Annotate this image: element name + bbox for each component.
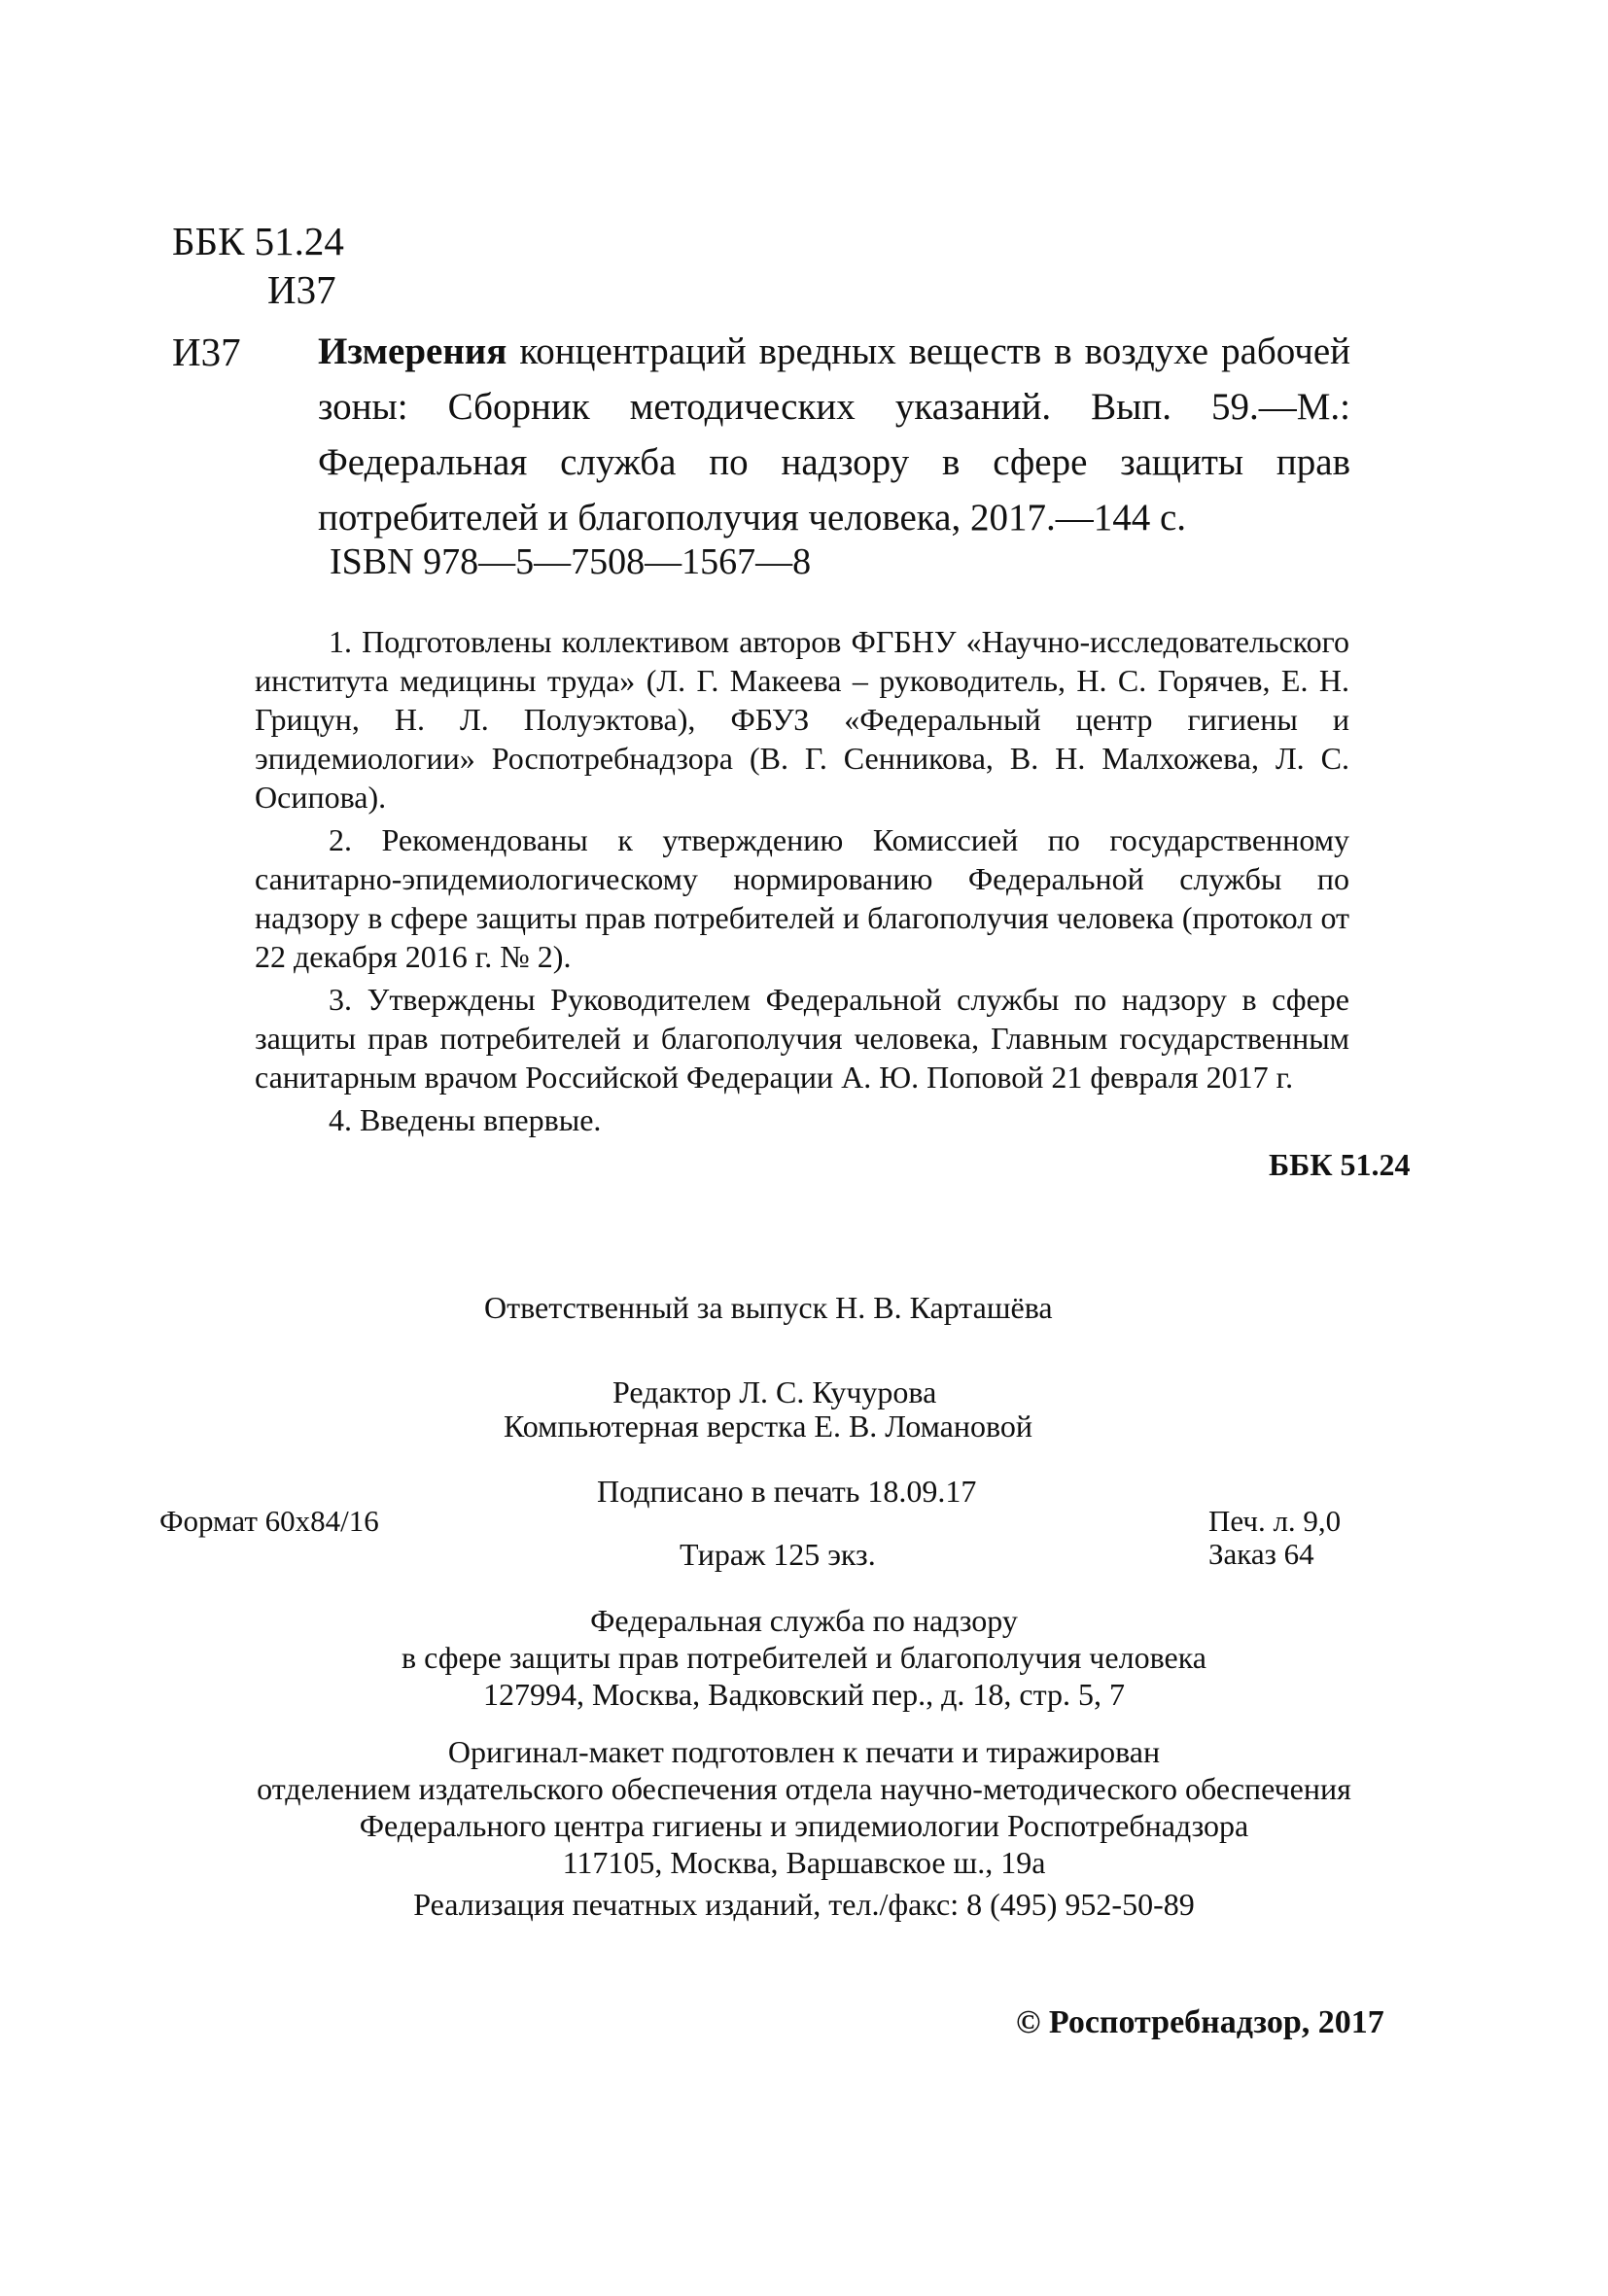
printer-block bbox=[0, 1733, 1608, 1881]
copyright: © Роспотребнадзор, 2017 bbox=[1016, 2004, 1384, 2040]
printer-line: Федерального центра гигиены и эпидемиологии Роспотребнадзора bbox=[359, 1808, 1249, 1843]
bbk-code: ББК 51.24 bbox=[172, 219, 344, 263]
notes-block bbox=[255, 622, 1349, 1139]
responsible-editor: Ответственный за выпуск Н. В. Карташёва bbox=[484, 1290, 1053, 1325]
isbn: ISBN 978—5—7508—1567—8 bbox=[330, 541, 812, 582]
bibliographic-entry bbox=[318, 324, 1350, 545]
editor: Редактор Л. С. Кучурова bbox=[612, 1374, 937, 1409]
printer-line: отделением издательского обеспечения отдела научно-методического обеспечения bbox=[257, 1771, 1351, 1806]
entry-author-mark: И37 bbox=[172, 330, 241, 374]
sales-contact: Реализация печатных изданий, тел./факс: 8 (495) 952-50-89 bbox=[413, 1887, 1195, 1922]
publisher-line: Федеральная служба по надзору bbox=[590, 1603, 1018, 1638]
bbk-code-right: ББК 51.24 bbox=[1269, 1147, 1411, 1182]
paper-format: Формат 60х84/16 bbox=[159, 1504, 379, 1538]
entry-title: Измерения bbox=[318, 330, 507, 372]
publisher-line: 127994, Москва, Вадковский пер., д. 18, стр. 5, 7 bbox=[483, 1677, 1125, 1712]
printer-line: Оригинал-макет подготовлен к печати и тиражирован bbox=[447, 1734, 1161, 1769]
print-run: Тираж 125 экз. bbox=[680, 1537, 876, 1572]
publisher-line: в сфере защиты прав потребителей и благополучия человека bbox=[402, 1640, 1206, 1675]
printer-line: 117105, Москва, Варшавское ш., 19а bbox=[562, 1845, 1046, 1880]
printed-sheets: Печ. л. 9,0 bbox=[1208, 1504, 1342, 1538]
entry-description: концентраций вредных веществ в воздухе рабочей зоны: Сборник методических указаний. Вып. 59.—М.: Федеральная служба по надзору в сфере защиты прав потребителей и благополучия человека, 2017.—144 с. bbox=[318, 330, 1351, 539]
note-1: 1. Подготовлены коллективом авторов ФГБНУ «Научно-исследовательского института медицины труда» (Л. Г. Макеева – руководитель, Н. С. Горячев, Е. Н. Грицун, Н. Л. Полуэктова), ФБУЗ «Федеральный центр гигиены и эпидемиологии» Роспотребнадзора (В. Г. Сенникова, В. Н. Малхожева, Л. С. Осипова). bbox=[255, 624, 1349, 815]
author-mark: И37 bbox=[267, 267, 336, 312]
order-number: Заказ 64 bbox=[1208, 1537, 1314, 1571]
signed-to-print: Подписано в печать 18.09.17 bbox=[597, 1474, 977, 1509]
note-3: 3. Утверждены Руководителем Федеральной службы по надзору в сфере защиты прав потребителей и благополучия человека, Главным государственным санитарным врачом Российской Федерации А. Ю. Поповой 21 февраля 2017 г. bbox=[255, 982, 1349, 1095]
layout-designer: Компьютерная верстка Е. В. Ломановой bbox=[504, 1409, 1032, 1444]
note-4: 4. Введены впервые. bbox=[329, 1102, 602, 1137]
publisher-block bbox=[0, 1602, 1608, 1713]
note-2: 2. Рекомендованы к утверждению Комиссией по государственному санитарно-эпидемиологическому нормированию Федеральной службы по надзору в сфере защиты прав потребителей и благополучия человека (протокол от 22 декабря 2016 г. № 2). bbox=[255, 822, 1349, 974]
